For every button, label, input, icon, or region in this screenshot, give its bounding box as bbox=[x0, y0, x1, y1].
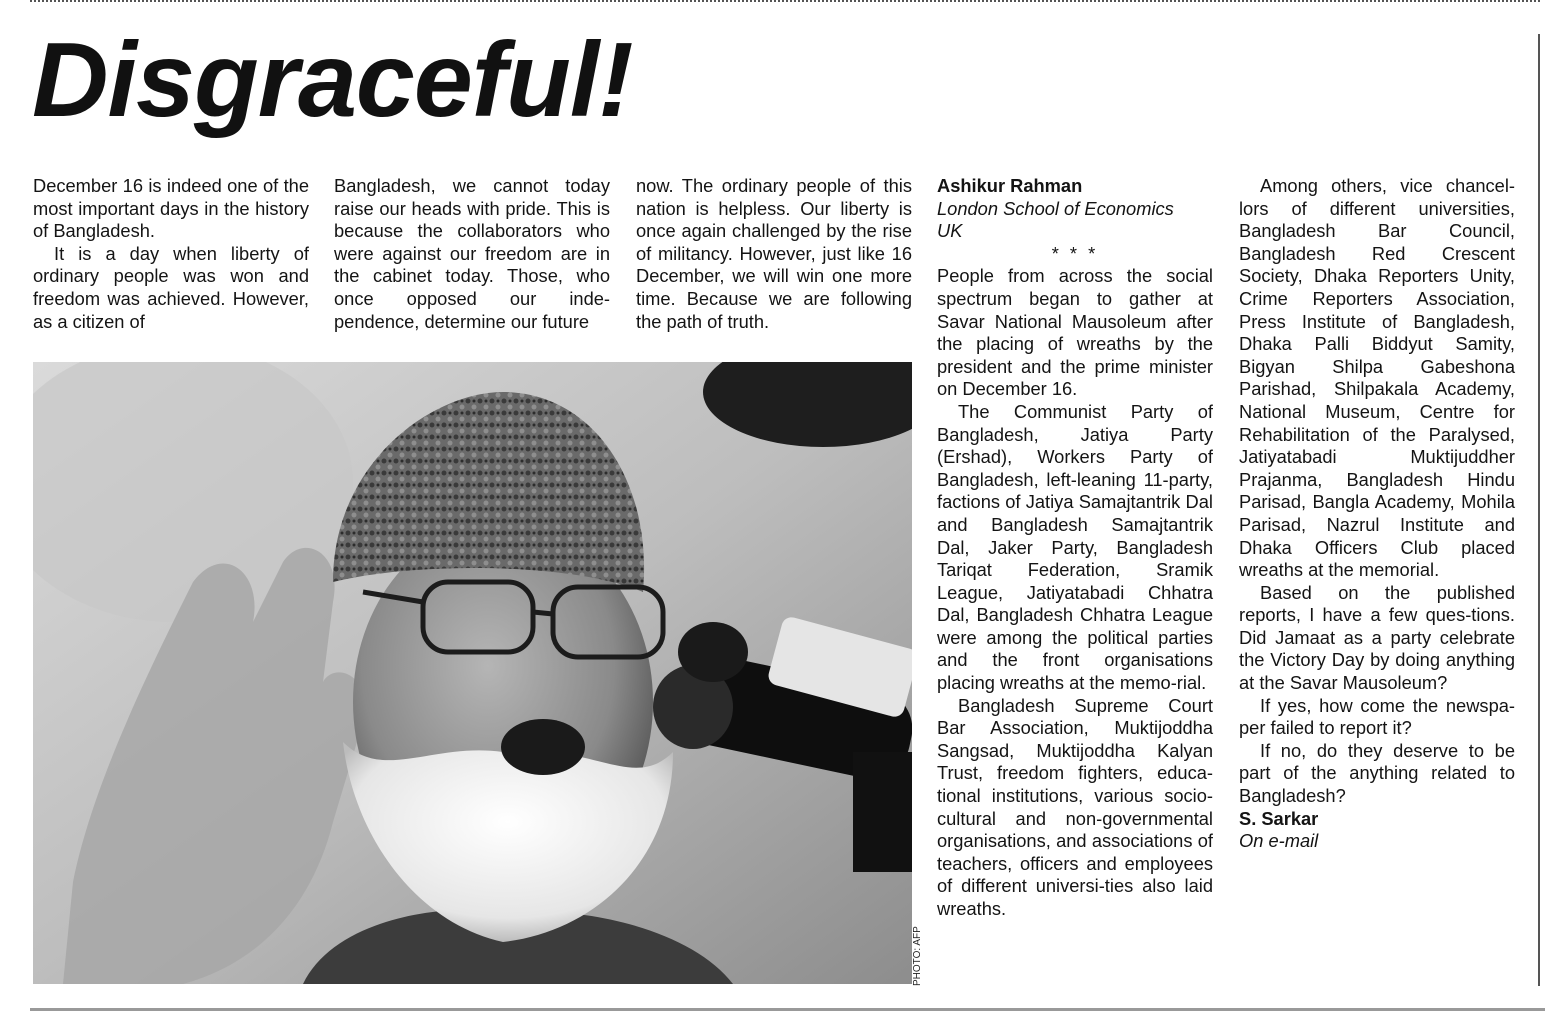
speaker-mouth bbox=[501, 719, 585, 775]
author-source: On e-mail bbox=[1239, 830, 1319, 852]
author-country: UK bbox=[937, 220, 963, 242]
news-photo bbox=[33, 362, 912, 984]
letter-two-paragraph-3: Bangladesh Supreme Court Bar Association, Muktijoddha Sangsad, Muktijoddha Kalyan Trust, freedom fighters, educa-tional institutions, various socio-cultural and non-governmental organisations, and associations of teachers, officers and employees of different universi-ties also laid wreaths. bbox=[937, 694, 1213, 919]
letter-two-paragraph-6: If yes, how come the newspa-per failed to report it? bbox=[1239, 694, 1515, 739]
letter-two-paragraph-7: If no, do they deserve to be part of the anything related to Bangladesh? bbox=[1239, 739, 1515, 807]
letter-two-column-1 bbox=[937, 175, 1213, 921]
letter-two-paragraph-4: Among others, vice chancel-lors of different universities, Bangladesh Bar Council, Bangladesh Red Crescent Society, Dhaka Reporters Unity, Crime Reporters Association, Press Institute of Bangladesh, Dhaka Palli Biddyut Samity, Bigyan Shilpa Gabeshona Parishad, Shilpakala Academy, National Museum, Centre for Rehabilitation of the Paralysed, Jatiyatabadi Muktijuddher Prajanma, Bangladesh Hindu Parisad, Bangla Academy, Mohila Parisad, Nazrul Institute and Dhaka Officers Club placed wreaths at the memorial. bbox=[1239, 175, 1515, 581]
bottom-rule bbox=[30, 1008, 1545, 1011]
letter-one-column-1 bbox=[33, 175, 309, 333]
letter-one-paragraph-4: now. The ordinary people of this nation is helpless. Our liberty is once again challenged by the rise of militancy. However, just like 16 December, we will win one more time. Because we are following the path of truth. bbox=[636, 175, 912, 332]
letter-two-paragraph-2: The Communist Party of Bangladesh, Jatiya Party (Ershad), Workers Party of Bangladesh, left-leaning 11-party, factions of Jatiya Samajtantrik Dal and Bangladesh Samajtantrik Dal, Jaker Party, Bangladesh Tariqat Federation, Sramik League, Jatiyatabadi Chhatra Dal, Bangladesh Chhatra League were among the political parties and the front organisations placing wreaths at the memo-rial. bbox=[937, 400, 1213, 694]
top-dotted-rule bbox=[30, 0, 1540, 4]
letter-one-paragraph-3: Bangladesh, we cannot today raise our heads with pride. This is because the collaborators who were against our freedom are in the cabinet today. Those, who once opposed our inde-pendence, determine our future bbox=[334, 175, 610, 332]
right-column-rule bbox=[1538, 34, 1540, 986]
author-name-sarkar: S. Sarkar bbox=[1239, 807, 1319, 829]
author-affiliation: London School of Economics bbox=[937, 197, 1174, 219]
letter-two-column-2 bbox=[1239, 175, 1515, 853]
letter-one-paragraph-2: It is a day when liberty of ordinary people was won and freedom was achieved. However, as a citizen of bbox=[33, 242, 309, 332]
author-name-ashikur: Ashikur Rahman bbox=[937, 175, 1083, 196]
letter-two-paragraph-1: People from across the social spectrum began to gather at Savar National Mausoleum after the placing of wreaths by the president and the prime minister on December 16. bbox=[937, 265, 1213, 400]
headline: Disgraceful! bbox=[32, 21, 633, 139]
letter-one-paragraph-1: December 16 is indeed one of the most important days in the history of Bangladesh. bbox=[33, 175, 309, 242]
photo-credit: PHOTO: AFP bbox=[912, 926, 923, 986]
letter-one-column-3 bbox=[636, 175, 912, 333]
letter-one-column-2 bbox=[334, 175, 610, 333]
section-separator: * * * bbox=[1051, 242, 1099, 264]
letter-two-paragraph-5: Based on the published reports, I have a few ques-tions. Did Jamaat as a party celebrate the Victory Day by doing anything at the Savar Mausoleum? bbox=[1239, 581, 1515, 694]
